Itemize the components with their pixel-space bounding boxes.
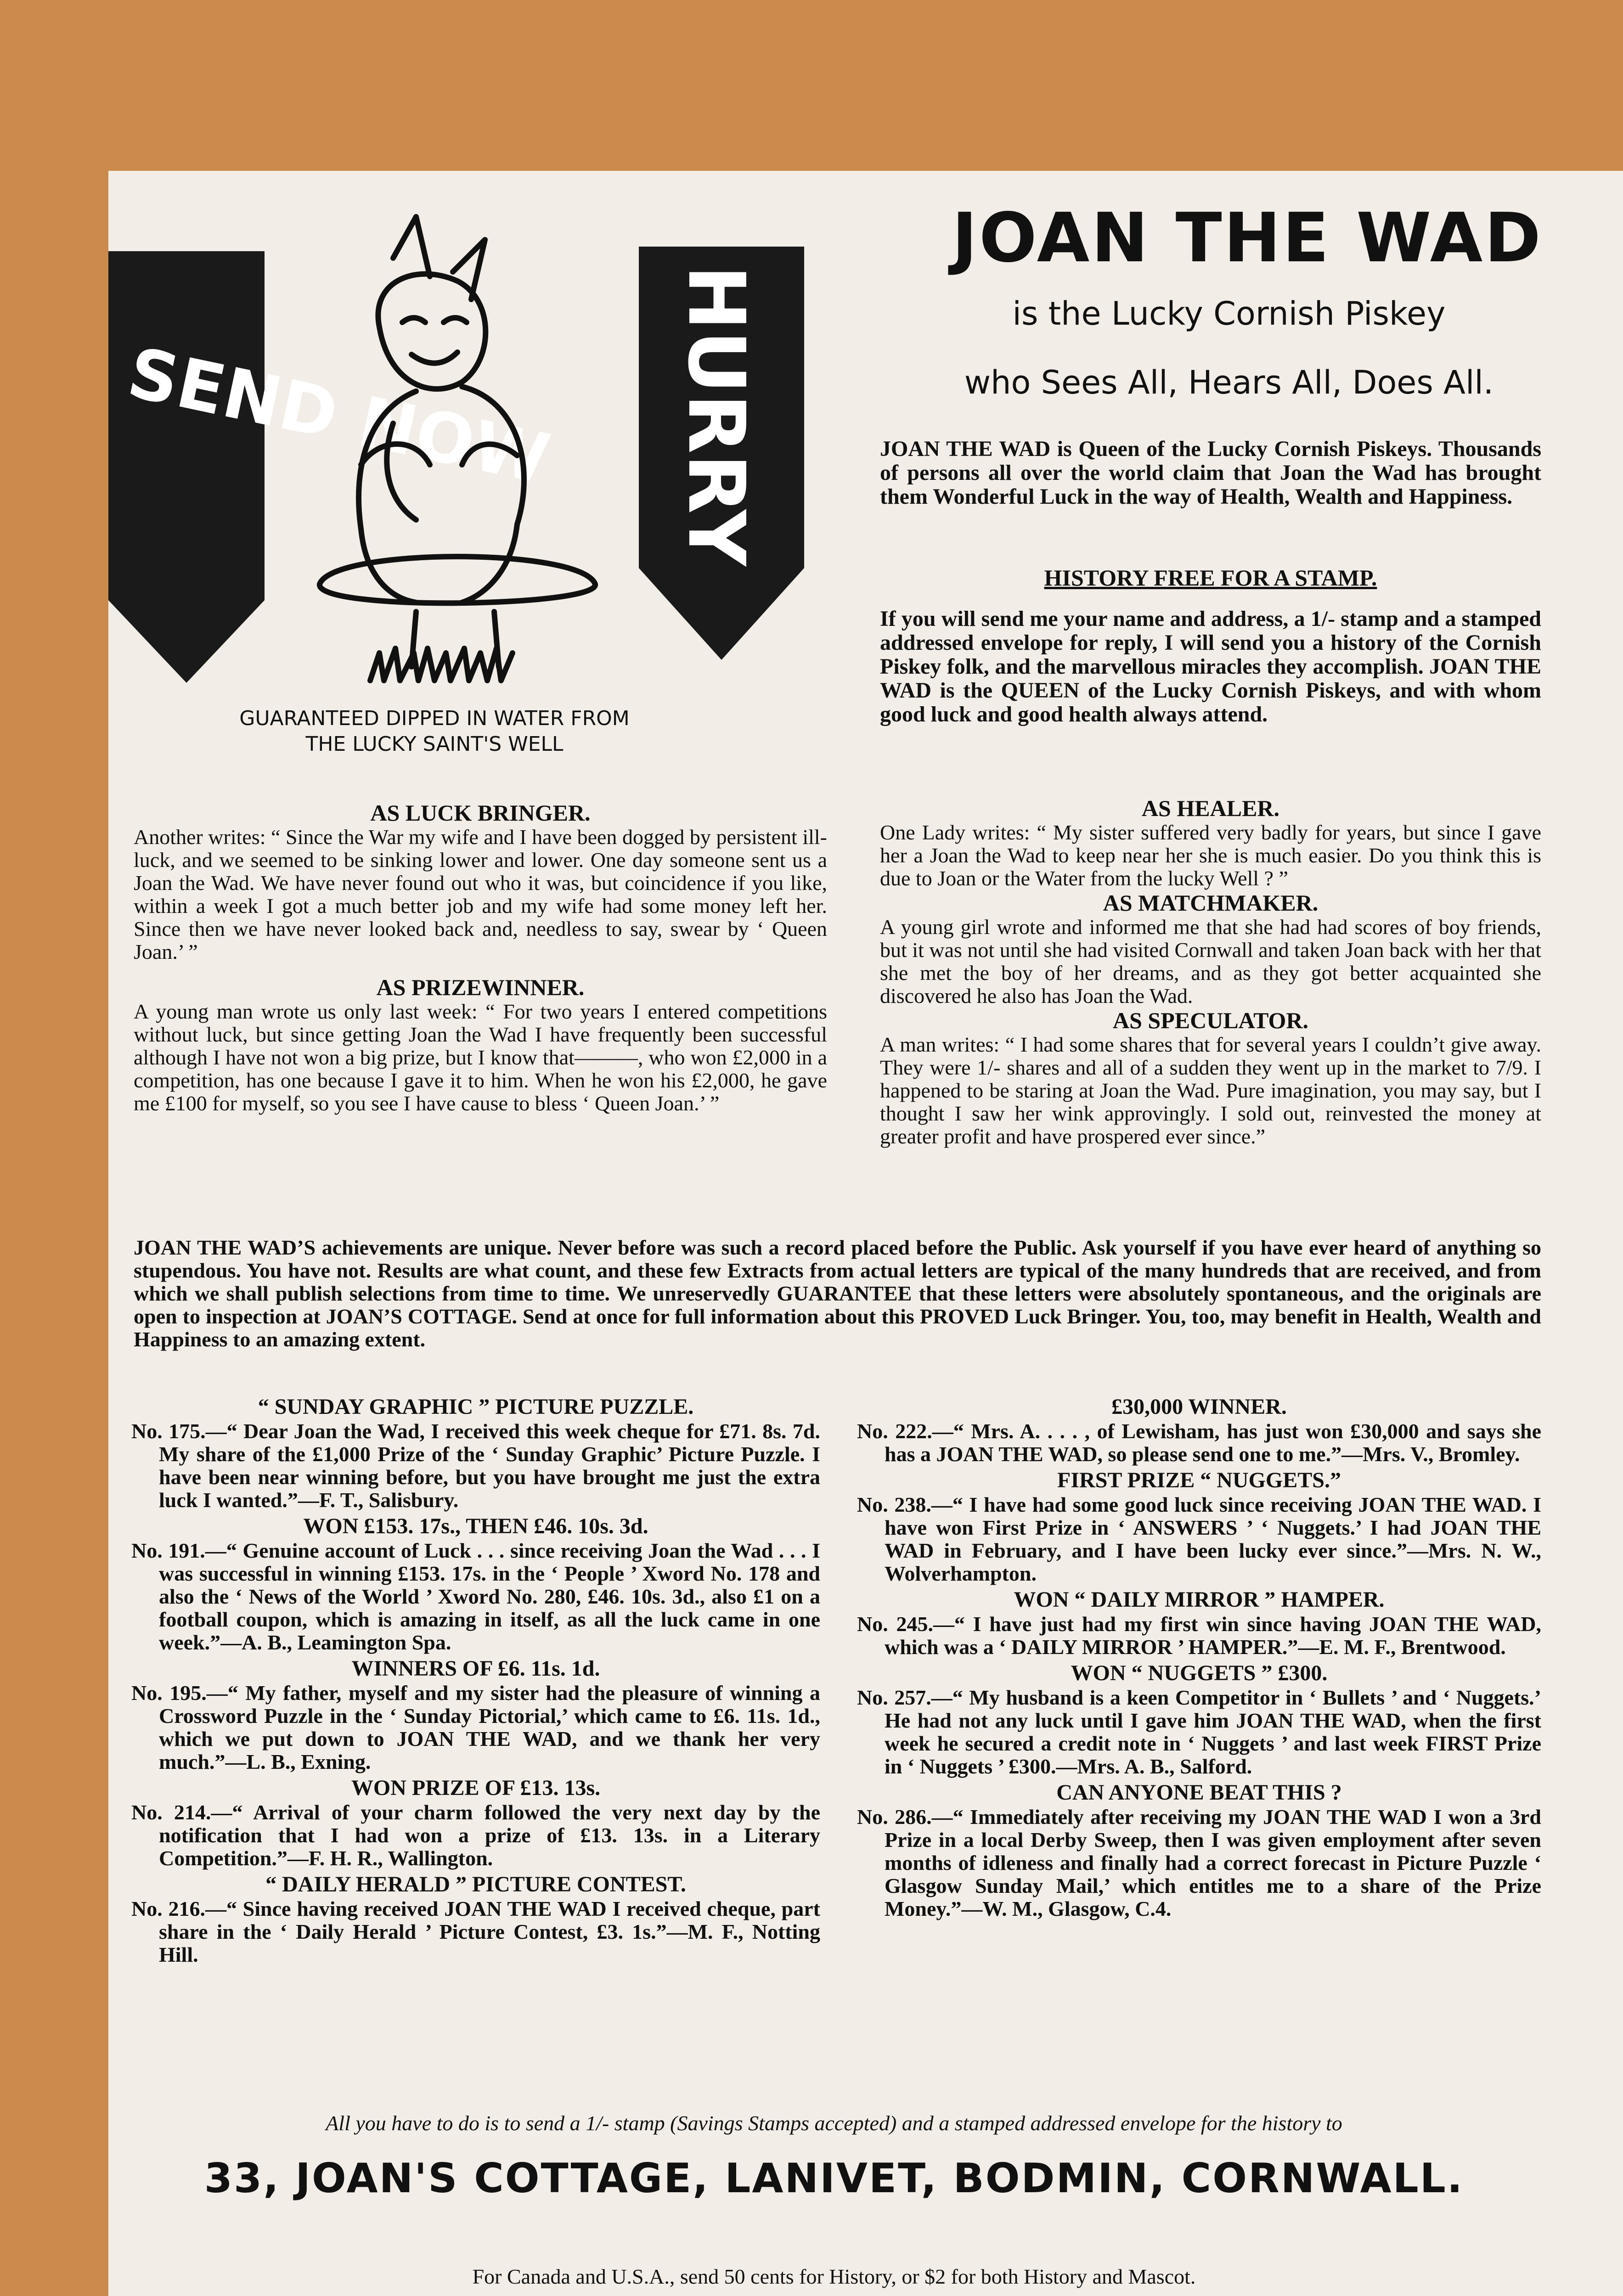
matchmaker-heading: AS MATCHMAKER.: [1103, 890, 1319, 916]
testimonial-entry: No. 238.—“ I have had some good luck since receiving JOAN THE WAD. I have won First Prize in ‘ ANSWERS ’ ‘ Nuggets.’ I had JOAN THE WAD in February, and I have been lucky ever since.”—Mrs. N. W., Wolverhampton.: [857, 1493, 1541, 1585]
right-sections: [880, 795, 1541, 1148]
healer-heading: AS HEALER.: [1141, 795, 1280, 821]
testimonial-heading: WINNERS OF £6. 11s. 1d.: [351, 1656, 600, 1681]
testimonial-heading: CAN ANYONE BEAT THIS ?: [1056, 1780, 1342, 1805]
healer-text: One Lady writes: “ My sister suffered very badly for years, but since I gave her a Joan the Wad to keep near her she is much easier. Do you think this is due to Joan or the Water from the lucky Well ? ”: [880, 821, 1541, 890]
testimonial-entry: No. 214.—“ Arrival of your charm followed the very next day by the notification that I had won a prize of £13. 13s. in a Literary Competition.”—F. H. R., Wallington.: [131, 1801, 820, 1870]
testimonial-entry: No. 191.—“ Genuine account of Luck . . . since receiving Joan the Wad . . . I was successful in winning £153. 17s. in the ‘ People ’ Xword No. 178 and also the ‘ News of the World ’ Xword No. 280, £46. 10s. 3d., also £1 on a football coupon, which is amazing in itself, as all the luck came in one week.”—A. B., Leamington Spa.: [131, 1539, 820, 1654]
testimonial-entry: No. 245.—“ I have just had my first win since having JOAN THE WAD, which was a ‘ DAILY MIRROR ’ HAMPER.”—E. M. F., Brentwood.: [857, 1612, 1541, 1659]
footer-address: 33, JOAN'S COTTAGE, LANIVET, BODMIN, CORNWALL.: [204, 2155, 1464, 2202]
testimonial-entry: No. 257.—“ My husband is a keen Competitor in ‘ Bullets ’ and ‘ Nuggets.’ He had not any luck until I gave him JOAN THE WAD, when the first week he secured a credit note in ‘ Nuggets ’ and last week FIRST Prize in ‘ Nuggets ’ £300.—Mrs. A. B., Salford.: [857, 1686, 1541, 1778]
footer-instruction: All you have to do is to send a 1/- stamp (Savings Stamps accepted) and a stamped addressed envelope for the history to: [326, 2111, 1342, 2135]
hurry-text: HURRY: [671, 265, 761, 566]
illustration-caption: GUARANTEED DIPPED IN WATER FROM THE LUCKY SAINT'S WELL: [239, 707, 630, 756]
advert-page: [108, 171, 1623, 2296]
page-title: JOAN THE WAD: [952, 198, 1543, 277]
testimonial-entry: No. 195.—“ My father, myself and my sister had the pleasure of winning a Crossword Puzzle in the ‘ Sunday Pictorial,’ which came to £6. 11s. 1d., which we put down to JOAN THE WAD, and we thank her very much.”—L. B., Exning.: [131, 1681, 820, 1773]
achievements-paragraph: JOAN THE WAD’S achievements are unique. Never before was such a record placed before the Public. Ask yourself if you have ever heard of anything so stupendous. You have not. Results are what count, and these few Extracts from actual letters are typical of the many hundreds that are received, and from which we shall publish selections from time to time. We unreservedly GUARANTEE that these letters were absolutely spontaneous, and the originals are open to inspection at JOAN’S COTTAGE. Send at once for full information about this PROVED Luck Bringer. You, too, may benefit in Health, Wealth and Happiness to an amazing extent.: [134, 1236, 1541, 1351]
testimonial-heading: FIRST PRIZE “ NUGGETS.”: [1057, 1468, 1341, 1492]
history-text: If you will send me your name and address, a 1/- stamp and a stamped addressed envelope for reply, I will send you a history of the Cornish Piskey folk, and the marvellous miracles they accomplish. JOAN THE WAD is the QUEEN of the Lucky Cornish Piskeys, and with whom good luck and good health always attend.: [880, 607, 1541, 726]
subtitle-2: who Sees All, Hears All, Does All.: [964, 364, 1494, 401]
testimonial-heading: WON PRIZE OF £13. 13s.: [351, 1776, 601, 1800]
luck-bringer-heading: AS LUCK BRINGER.: [370, 800, 591, 826]
testimonial-heading: “ DAILY HERALD ” PICTURE CONTEST.: [265, 1872, 686, 1896]
send-now-banner: [108, 251, 557, 683]
testimonial-entry: No. 216.—“ Since having received JOAN THE WAD I received cheque, part share in the ‘ Daily Herald ’ Picture Contest, £3. 1s.”—M. F., Notting Hill.: [131, 1897, 820, 1966]
history-heading: HISTORY FREE FOR A STAMP.: [1044, 565, 1377, 591]
piskey-illustration: [278, 208, 637, 703]
testimonial-heading: WON “ DAILY MIRROR ” HAMPER.: [1014, 1587, 1385, 1612]
testimonial-entry: No. 286.—“ Immediately after receiving my JOAN THE WAD I won a 3rd Prize in a local Derby Sweep, then I was given employment after seven months of idleness and finally had a correct forecast in Picture Puzzle ‘ Glasgow Sunday Mail,’ which entitles me to a share of the Prize Money.”—W. M., Glasgow, C.4.: [857, 1805, 1541, 1920]
prizewinner-text: A young man wrote us only last week: “ For two years I entered competitions without luck, but since getting Joan the Wad I have frequently been successful although I have not won a big prize, but I know that———, who won £2,000 in a competition, has one because I gave it to him. When he won his £2,000, he gave me £100 for myself, so you see I have cause to bless ‘ Queen Joan.’ ”: [134, 1000, 827, 1115]
subtitle-1: is the Lucky Cornish Piskey: [1012, 295, 1446, 332]
speculator-text: A man writes: “ I had some shares that for several years I couldn’t give away. They were 1/- shares and all of a sudden they went up in the market to 7/9. I happened to be staring at Joan the Wad. Pure imagination, you may say, but I thought I saw her wink approvingly. I sold out, reinvested the money at greater profit and have prospered ever since.”: [880, 1033, 1541, 1148]
send-now-text: SEND NOW: [121, 332, 557, 500]
hurry-banner: [639, 247, 804, 660]
testimonials-left: [131, 1392, 820, 1968]
testimonial-entry: No. 222.—“ Mrs. A. . . . , of Lewisham, has just won £30,000 and says she has a JOAN THE WAD, so please send one to me.”—Mrs. V., Bromley.: [857, 1419, 1541, 1466]
left-sections: [134, 800, 827, 1115]
footer-canada: For Canada and U.S.A., send 50 cents for History, or $2 for both History and Mascot.: [472, 2265, 1196, 2288]
testimonial-heading: “ SUNDAY GRAPHIC ” PICTURE PUZZLE.: [258, 1395, 694, 1419]
testimonial-entry: No. 175.—“ Dear Joan the Wad, I received this week cheque for £71. 8s. 7d. My share of the £1,000 Prize of the ‘ Sunday Graphic’ Picture Puzzle. I have been near winning before, but you have brought me just the extra luck I wanted.”—F. T., Salisbury.: [131, 1419, 820, 1512]
luck-bringer-text: Another writes: “ Since the War my wife and I have been dogged by persistent ill-luck, and we seemed to be sinking lower and lower. One day someone sent us a Joan the Wad. We have never found out who it was, but coincidence if you like, within a week I got a much better job and my wife had some money left her. Since then we have never looked back and, needless to say, swear by ‘ Queen Joan.’ ”: [134, 825, 827, 963]
testimonials-right: [857, 1392, 1541, 1922]
speculator-heading: AS SPECULATOR.: [1112, 1007, 1309, 1033]
prizewinner-heading: AS PRIZEWINNER.: [376, 974, 585, 1000]
testimonial-heading: WON £153. 17s., THEN £46. 10s. 3d.: [303, 1514, 648, 1538]
testimonial-heading: WON “ NUGGETS ” £300.: [1071, 1661, 1328, 1685]
matchmaker-text: A young girl wrote and informed me that she had had scores of boy friends, but it was not until she had visited Cornwall and taken Joan back with her that she met the boy of her dreams, and as they got better acquainted she discovered he also has Joan the Wad.: [880, 915, 1541, 1007]
intro-paragraph: JOAN THE WAD is Queen of the Lucky Cornish Piskeys. Thousands of persons all over the world claim that Joan the Wad has brought them Wonderful Luck in the way of Health, Wealth and Happiness.: [880, 437, 1541, 509]
testimonial-heading: £30,000 WINNER.: [1111, 1395, 1287, 1419]
